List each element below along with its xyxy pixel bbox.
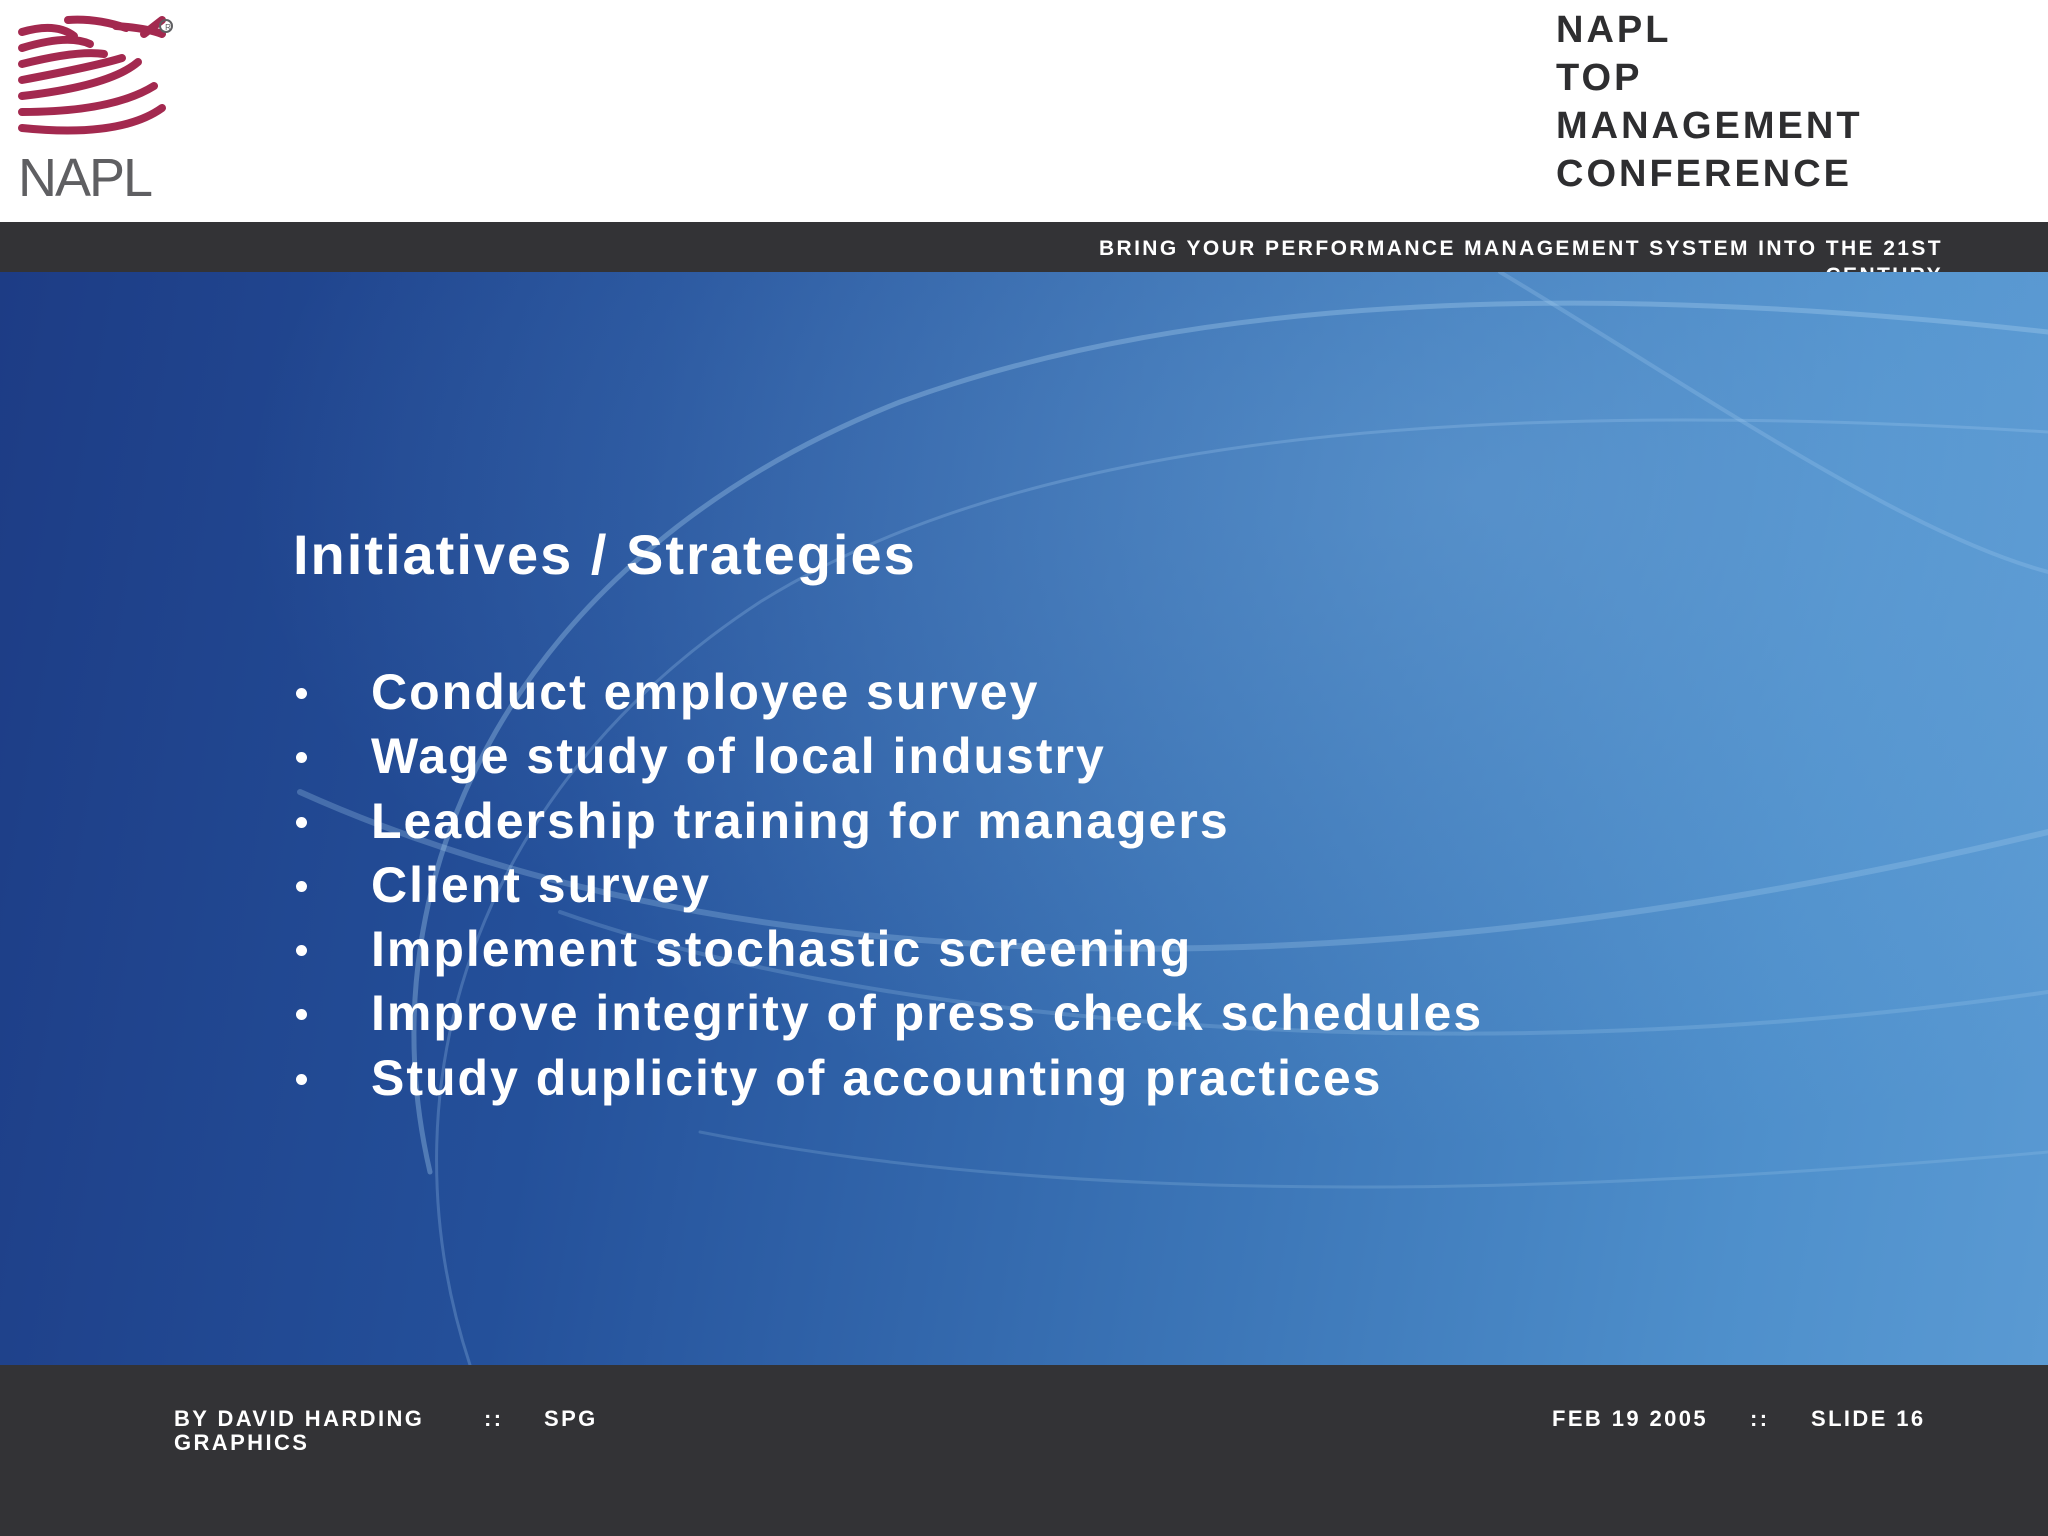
- slide-footer: [0, 1365, 2048, 1536]
- bullet-item: [293, 724, 1483, 788]
- bullet-item: [293, 917, 1483, 981]
- bullet-item: [293, 660, 1483, 724]
- bullet-item: [293, 981, 1483, 1045]
- bullet-item: [293, 1046, 1483, 1110]
- bullet-item: [293, 789, 1483, 853]
- conference-title-line: NAPL: [1556, 9, 1672, 51]
- slide-title: Initiatives / Strategies: [293, 523, 917, 586]
- bullet-item: [293, 853, 1483, 917]
- conference-title-line: MANAGEMENT: [1556, 105, 1863, 147]
- company-label: SPG: [544, 1406, 598, 1431]
- bullet-icon: [296, 1009, 307, 1020]
- author-name: BY DAVID HARDING: [174, 1406, 425, 1431]
- bullet-text: Study duplicity of accounting practices: [371, 1049, 1383, 1106]
- slide-number: SLIDE 16: [1811, 1406, 1926, 1431]
- slide-header: [0, 0, 2048, 222]
- footer-separator: ::: [484, 1406, 504, 1431]
- author-company: GRAPHICS: [174, 1430, 310, 1455]
- bullet-text: Leadership training for managers: [371, 792, 1230, 849]
- subtitle-line-1: BRING YOUR PERFORMANCE MANAGEMENT SYSTEM INTO THE 21ST: [1098, 237, 1943, 260]
- bullet-text: Conduct employee survey: [371, 664, 1040, 720]
- bullet-text: Improve integrity of press check schedules: [371, 985, 1484, 1042]
- conference-title-line: CONFERENCE: [1556, 153, 1853, 195]
- svg-text:R: R: [165, 23, 171, 32]
- bullet-icon: [296, 881, 307, 892]
- napl-logo-icon: [16, 14, 186, 204]
- conference-title-line: TOP: [1556, 57, 1643, 99]
- bullet-icon: [296, 752, 307, 763]
- logo-wordmark: NAPL: [18, 148, 152, 204]
- footer-separator: ::: [1750, 1406, 1770, 1431]
- bullet-icon: [296, 688, 307, 699]
- slide-content-area: [0, 272, 2048, 1365]
- conference-title: [1556, 6, 1863, 198]
- bullet-icon: [296, 1074, 307, 1085]
- bullet-list: [293, 660, 1483, 1110]
- presentation-date: FEB 19 2005: [1552, 1406, 1709, 1431]
- bullet-icon: [296, 945, 307, 956]
- napl-logo: [16, 14, 186, 204]
- bullet-text: Client survey: [371, 856, 712, 913]
- bullet-text: Wage study of local industry: [371, 728, 1106, 785]
- bullet-icon: [296, 817, 307, 828]
- bullet-text: Implement stochastic screening: [371, 921, 1193, 978]
